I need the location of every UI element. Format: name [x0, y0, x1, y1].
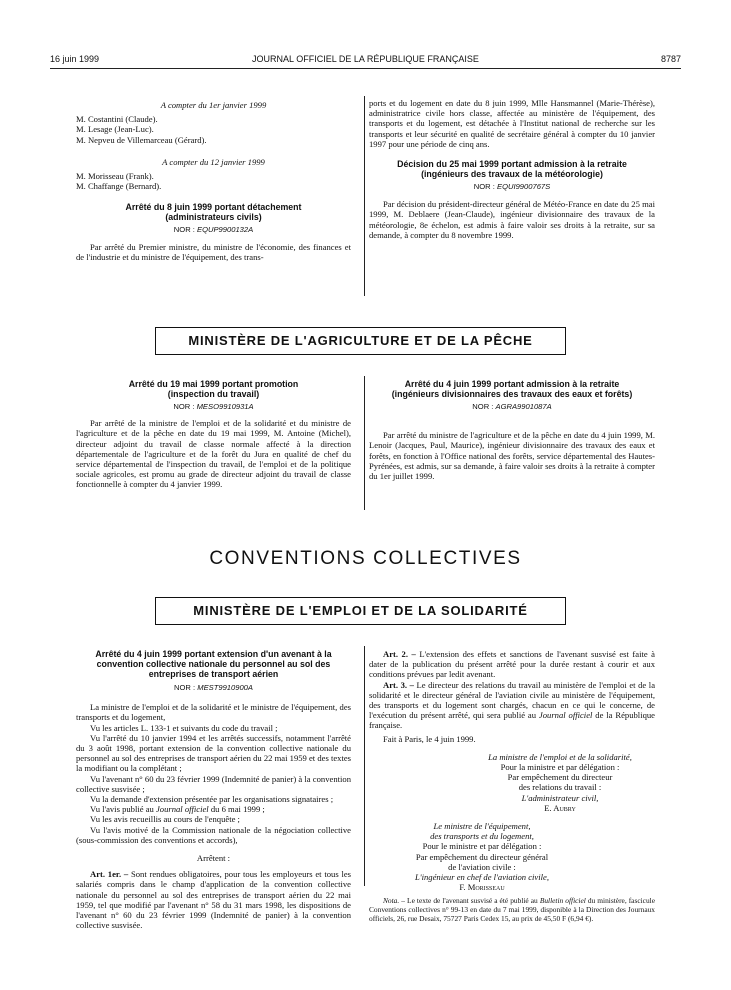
ministry-heading: MINISTÈRE DE L'EMPLOI ET DE LA SOLIDARITÉ: [193, 603, 528, 618]
paragraph: Par arrêté du ministre de l'agriculture et de la pêche en date du 4 juin 1999, M. Lenoir (Jacques, Paul, Maurice), ingénieur divisionnaire des travaux des eaux et forêts, en fonction à l'Office national des forêts, service départemental des Hautes-Pyrénées, est admis, sur sa demande, à faire valoir ses droits à la retraite à compter du 1er juillet 1999.: [369, 430, 655, 482]
paragraph: Par arrêté de la ministre de l'emploi et de la solidarité et du ministre de l'agriculture et de la pêche en date du 19 mai 1999, M. Antoine (Michel), directeur adjoint du travail de classe normale affecté à la direction départementale de l'agriculture et de la forêt du Jura en qualité de chef du service départemental de l'inspection du travail, de l'emploi et de la politique sociale agricoles, est promu au grade de directeur adjoint du travail de classe fonctionnelle à compter du 4 janvier 1999.: [76, 418, 351, 490]
signature-line: Pour la ministre et par délégation :: [500, 762, 620, 773]
paragraph: Vu l'arrêté du 10 janvier 1994 et les arrêtés successifs, notamment l'arrêté du 3 août 1998, portant extension de la convention collective nationale du personnel au sol des entreprises de transport aérien du 22 mai 1959 et des textes la modifiant ou la complétant ;: [76, 732, 351, 774]
nota-note: [369, 897, 655, 923]
text-run: de la République française.: [369, 710, 655, 731]
signature-line: des transports et du logement,: [430, 831, 534, 842]
signature-line: Par empêchement du directeur général: [415, 851, 549, 862]
header-journal-title: JOURNAL OFFICIEL DE LA RÉPUBLIQUE FRANÇAISE: [252, 54, 479, 64]
header-page-number: 8787: [660, 54, 681, 64]
paragraph: La ministre de l'emploi et de la solidarité et le ministre de l'équipement, des transports et du logement,: [76, 702, 351, 723]
paragraph: Par arrêté du Premier ministre, du ministre de l'économie, des finances et de l'industrie et du ministre de l'équipement, des trans-: [76, 241, 351, 262]
text-run-italic: Journal officiel: [155, 804, 209, 815]
mid-left-column: [76, 379, 351, 490]
text-run: – Le texte de l'avenant susvisé a été publié au: [399, 896, 540, 906]
column-divider: [364, 646, 365, 886]
title-line: Arrêté du 4 juin 1999 portant admission à la retraite: [404, 379, 620, 389]
nor-label: NOR :: [173, 225, 195, 235]
a-compter-heading-1: A compter du 1er janvier 1999: [160, 100, 267, 110]
text-run-italic: Bulletin officiel: [539, 896, 586, 906]
header-rule: [50, 68, 681, 69]
arrete-title: [369, 379, 655, 399]
paragraph: Vu les articles L. 133-1 et suivants du code du travail ;: [90, 722, 278, 733]
bottom-right-column: [369, 649, 655, 923]
nor-code: EQUP9900132A: [197, 225, 254, 235]
column-divider: [364, 96, 365, 296]
paragraph: Vu l'avenant n° 60 du 23 février 1999 (Indemnité de panier) à la convention collective susvisée ;: [76, 773, 351, 794]
nor-label: NOR :: [472, 402, 494, 411]
arrete-title: [76, 649, 351, 679]
ministry-heading: MINISTÈRE DE L'AGRICULTURE ET DE LA PÊCHE: [188, 333, 533, 348]
signature-line: Le ministre de l'équipement,: [433, 821, 531, 832]
nor-reference: [76, 225, 351, 235]
text-run: L'extension des effets et sanctions de l'avenant susvisé est faite à dater de la publication du présent arrêté pour la durée restant à courir et aux conditions prévues par ledit avenant.: [369, 649, 655, 680]
title-line: Décision du 25 mai 1999 portant admission à la retraite: [397, 159, 627, 170]
text-run: du ministère, fascicule Conventions collectives n° 99-13 en date du 7 mai 1999, disponible à la Direction des Journaux officiels, 26, rue Desaix, 75727 Paris Cedex 15, au prix de 45,50 F (6,94 €).: [369, 896, 655, 923]
paragraph: Par décision du président-directeur général de Météo-France en date du 25 mai 1999, M. Deblaere (Jean-Claude), ingénieur divisionnaire des travaux de la météorologie, 8e échelon, est admis à faire valoir ses droits à la retraite, sur sa demande, à compter du 8 novembre 1999.: [369, 199, 655, 240]
article-1: [76, 869, 351, 930]
name-line: M. Chaffange (Bernard).: [76, 181, 162, 192]
paragraph: Vu les avis recueillis au cours de l'enquête ;: [90, 814, 240, 825]
signature-line: La ministre de l'emploi et de la solidarité,: [488, 751, 632, 762]
header-date: 16 juin 1999: [50, 54, 100, 64]
signature-line: L'administrateur civil,: [521, 792, 599, 803]
article-2: [369, 649, 655, 680]
paragraph: [76, 804, 351, 814]
signature-line: Pour le ministre et par délégation :: [422, 841, 542, 852]
signatory-name: F. Morisseau: [459, 882, 505, 893]
title-line: Arrêté du 19 mai 1999 portant promotion: [128, 379, 299, 389]
name-line: M. Lesage (Jean-Luc).: [76, 124, 154, 135]
text-run: du 6 mai 1999 ;: [208, 804, 265, 815]
title-line: (ingénieurs des travaux de la météorologie): [421, 169, 603, 180]
nor-code: MEST9910900A: [197, 683, 253, 692]
nor-reference: [369, 402, 655, 412]
article-3: [369, 680, 655, 731]
signature-line: Par empêchement du directeur: [507, 772, 613, 783]
nor-reference: [76, 402, 351, 412]
arrete-title: [76, 379, 351, 399]
nor-label: NOR :: [473, 182, 495, 192]
nor-code: EQUI9900767S: [497, 182, 551, 192]
signature-block-2: [369, 821, 655, 892]
text-run: Le directeur des relations du travail au ministère de l'emploi et de la solidarité et le directeur général de l'aviation civile au ministère de l'équipement, des transports et du logement sont chargés, chacun en ce qui le concerne, de l'exécution du présent arrêté, qui sera publié au: [369, 679, 656, 721]
nor-reference: [369, 182, 655, 192]
paragraph: Vu l'avis motivé de la Commission nationale de la négociation collective (sous-commission des conventions et accords),: [76, 824, 351, 845]
bottom-left-column: [76, 649, 351, 930]
title-line: convention collective nationale du personnel au sol des: [96, 659, 331, 669]
nor-code: MESO9910931A: [196, 402, 254, 411]
nor-label: NOR :: [174, 683, 196, 692]
article-label: Art. 1er. –: [90, 869, 129, 880]
arrete-title: [76, 202, 351, 222]
nor-code: AGRA9901087A: [495, 402, 552, 411]
top-right-column: [369, 98, 655, 240]
ministry-heading-box: [155, 327, 566, 355]
page-header: [50, 54, 681, 68]
ministry-heading-box: [155, 597, 566, 625]
signatory-name: E. Aubry: [544, 802, 576, 813]
signature-line: de l'aviation civile :: [448, 861, 516, 872]
a-compter-heading-2: A compter du 12 janvier 1999: [162, 156, 265, 167]
name-line: M. Nepveu de Villemarceau (Gérard).: [76, 134, 207, 145]
paragraph: ports et du logement en date du 8 juin 1999, Mlle Hansmannel (Marie-Thérèse), administratrice civile hors classe, affectée au ministère de l'équipement, des transports et du logement, est détachée à l'Institut national de recherche sur les transports et leur sécurité en qualité de secrétaire général à compter du 10 janvier 1997 pour une période de cinq ans.: [369, 98, 655, 149]
nor-reference: [76, 683, 351, 693]
text-run: Sont rendues obligatoires, pour tous les employeurs et tous les salariés compris dans le champ d'application de la convention collective nationale du personnel au sol des entreprises de transport aérien du 22 mai 1959, tel que modifié par l'avenant n° 58 du 31 mars 1998, les dispositions de l'avenant n° 60 du 23 février 1999 (Indemnité de panier) à la convention collective susvisée.: [76, 869, 351, 931]
decision-title: [369, 159, 655, 179]
title-line: (ingénieurs divisionnaires des travaux des eaux et forêts): [391, 389, 633, 399]
signature-block-1: [369, 752, 655, 813]
title-line: (inspection du travail): [167, 389, 260, 399]
top-left-column: [76, 100, 351, 262]
title-line: Arrêté du 8 juin 1999 portant détachement: [125, 202, 302, 213]
paragraph: Vu la demande d'extension présentée par les organisations signataires ;: [90, 794, 334, 805]
mid-right-column: [369, 379, 655, 481]
signature-line: L'ingénieur en chef de l'aviation civile,: [415, 872, 549, 883]
name-line: M. Morisseau (Frank).: [76, 171, 154, 182]
text-run-italic: Journal officiel: [538, 710, 593, 721]
name-line: M. Costantini (Claude).: [76, 114, 158, 125]
text-run: Vu l'avis publié au: [90, 804, 156, 815]
article-label: Art. 3. –: [383, 679, 414, 690]
arretent-line: Arrêtent :: [196, 853, 231, 864]
signature-line: des relations du travail :: [518, 782, 602, 793]
article-label: Art. 2. –: [383, 649, 416, 659]
note-label: Nota.: [383, 896, 400, 906]
title-line: (administrateurs civils): [165, 212, 262, 223]
column-divider: [364, 376, 365, 510]
title-line: Arrêté du 4 juin 1999 portant extension d'un avenant à la: [95, 649, 332, 659]
section-title: CONVENTIONS COLLECTIVES: [209, 548, 522, 569]
title-line: entreprises de transport aérien: [148, 669, 279, 679]
fait-line: Fait à Paris, le 4 juin 1999.: [383, 733, 476, 744]
nor-label: NOR :: [173, 402, 195, 411]
